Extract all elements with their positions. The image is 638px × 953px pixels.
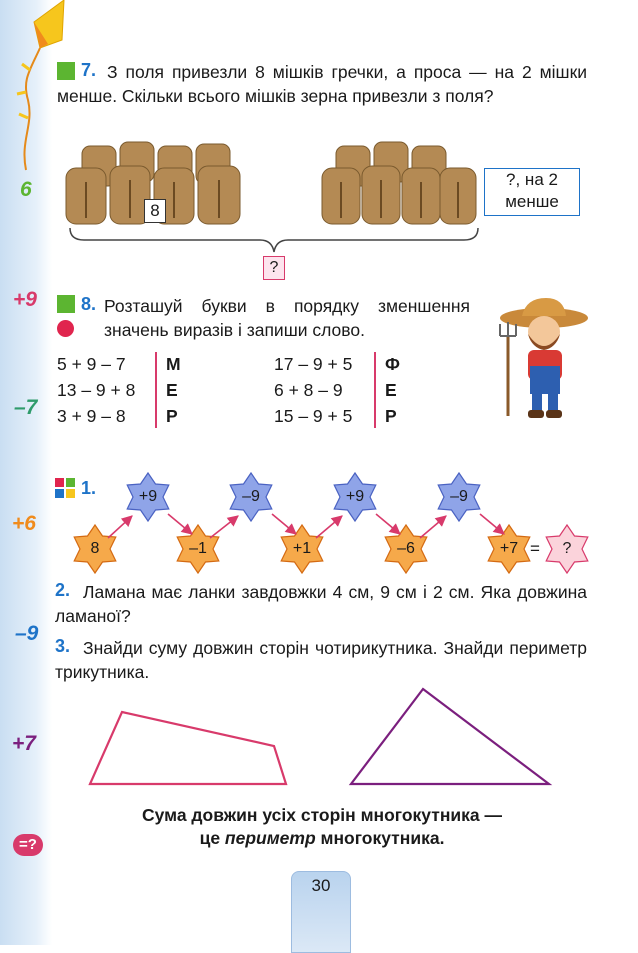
divider [374, 352, 376, 428]
task3-text: Знайди суму довжин сторін чотирикутника. Знайди периметр трикутника. [55, 638, 587, 682]
total-question-box: ? [263, 256, 285, 280]
farmer-illustration [496, 296, 588, 422]
red-circle-icon [57, 320, 74, 337]
task7-number: 7. [81, 60, 97, 80]
sidebar-mark-minus9: –9 [15, 622, 39, 645]
rule-line-1: Сума довжин усіх сторін многокутника — [141, 805, 502, 825]
sidebar-mark-minus7: –7 [14, 396, 38, 419]
operation-star: +9 [345, 488, 365, 505]
total-brace [68, 226, 480, 256]
operation-star: –9 [242, 488, 260, 505]
value-star: +7 [499, 540, 519, 557]
expression: 6 + 8 – 9 [274, 380, 343, 400]
value-star: 8 [90, 540, 100, 557]
operation-star: –9 [450, 488, 468, 505]
task7-text: З поля привезли 8 мішків гречки, а проса — на 2 мішки менше. Скільки всього мішків зерна привезли з поля? [57, 62, 587, 106]
task8-text: Розташуй букви в порядку зменшення значень виразів і запиши слово. [104, 296, 470, 340]
result-star: ? [562, 540, 572, 557]
equals-sign: = [530, 539, 540, 558]
letter: Р [166, 406, 178, 426]
sidebar-mark-plus6: +6 [12, 512, 36, 535]
rule-line-2: це периметр многокутника. [199, 828, 445, 848]
letter: Е [385, 380, 397, 400]
page-number: 30 [311, 876, 331, 895]
task2-text: Ламана має ланки завдовжки 4 см, 9 см і 2 см. Яка довжина ламаної? [55, 582, 587, 626]
operation-star: +9 [138, 488, 158, 505]
expression: 13 – 9 + 8 [57, 380, 136, 400]
task3-number: 3. [55, 636, 71, 656]
shapes-figure [86, 686, 556, 790]
letter: Е [166, 380, 178, 400]
letter: М [166, 354, 181, 374]
letter: Р [385, 406, 397, 426]
expression: 3 + 9 – 8 [57, 406, 126, 426]
equals-question-badge: =? [13, 834, 43, 856]
triangle [351, 689, 549, 784]
letter: Ф [385, 354, 400, 374]
sidebar-mark-6: 6 [20, 178, 32, 201]
value-star: –1 [189, 540, 207, 557]
expression: 5 + 9 – 7 [57, 354, 126, 374]
sidebar-mark-plus9: +9 [13, 288, 37, 311]
expression: 17 – 9 + 5 [274, 354, 353, 374]
task1-number: 1. [81, 478, 97, 498]
expression: 15 – 9 + 5 [274, 406, 353, 426]
task2-number: 2. [55, 580, 71, 600]
buckwheat-count-box: 8 [144, 199, 166, 223]
quadrilateral [90, 712, 286, 784]
sidebar-mark-plus7: +7 [12, 732, 36, 755]
value-star: –6 [397, 540, 415, 557]
task8-number: 8. [81, 294, 97, 314]
green-square-icon [57, 295, 75, 313]
millet-sacks-image [318, 138, 480, 228]
divider [155, 352, 157, 428]
value-star: +1 [292, 540, 312, 557]
millet-count-box: ?, на 2 менше [484, 168, 580, 216]
perimeter-term: периметр [224, 828, 316, 848]
